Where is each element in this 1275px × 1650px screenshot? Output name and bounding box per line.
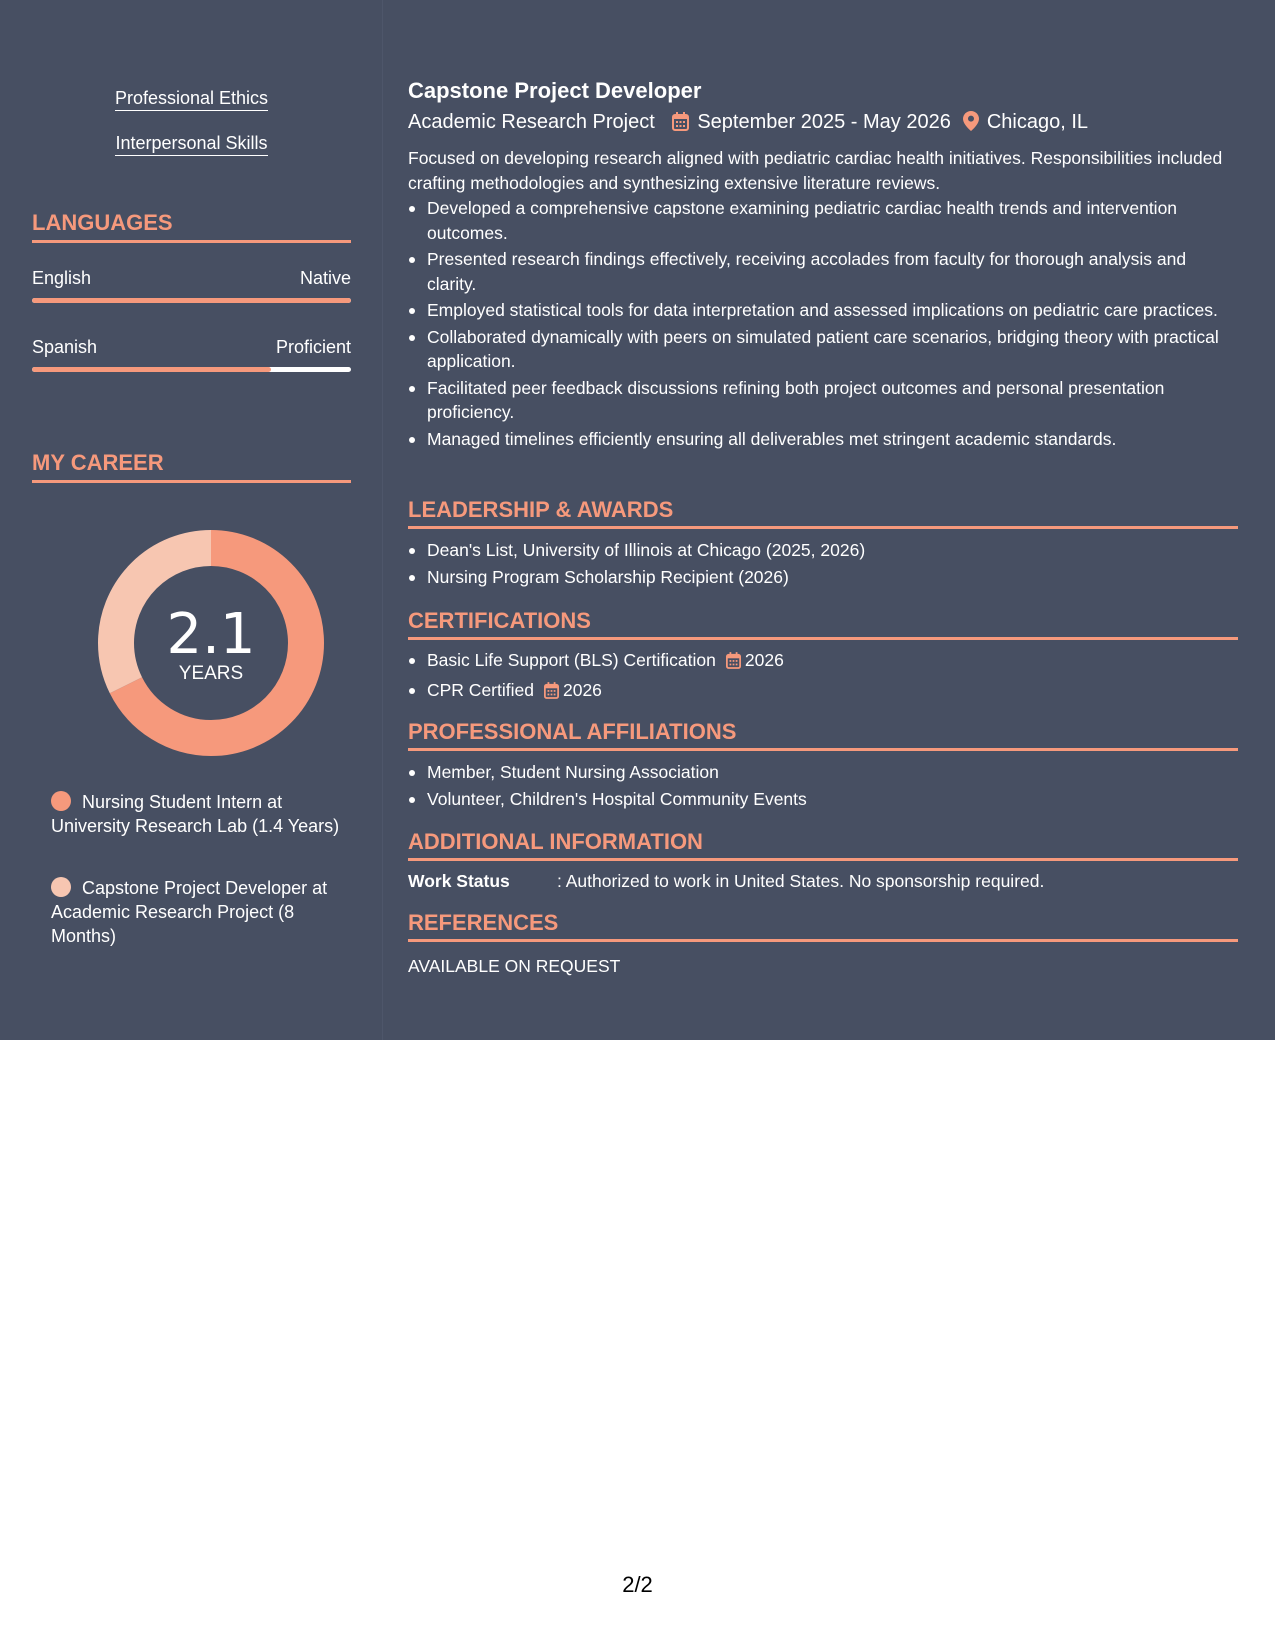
additional-info-heading: ADDITIONAL INFORMATION — [408, 829, 1238, 861]
list-item: Volunteer, Children's Hospital Community Events — [408, 787, 1238, 812]
language-proficiency-bar — [32, 367, 351, 372]
career-donut-chart — [98, 530, 324, 756]
leadership-list — [408, 538, 1238, 591]
legend-dot — [51, 791, 71, 811]
language-proficiency-fill — [32, 367, 271, 372]
list-item: Presented research findings effectively, receiving accolades from faculty for thorough analysis and clarity. — [408, 247, 1238, 296]
career-total-value: 2.1 — [166, 602, 256, 667]
job-meta — [408, 111, 1088, 137]
list-item: CPR Certified 2026 — [408, 678, 1238, 706]
career-legend-item: Nursing Student Intern at University Research Lab (1.4 Years) — [51, 792, 340, 836]
skill-item: Professional Ethics — [32, 88, 351, 111]
work-status-value: : Authorized to work in United States. No sponsorship required. — [557, 871, 1045, 891]
job-dates: September 2025 - May 2026 — [697, 111, 951, 133]
language-proficiency-fill — [32, 298, 351, 303]
certifications-heading: CERTIFICATIONS — [408, 608, 1238, 640]
job-bullet-list — [408, 196, 1238, 453]
job-title: Capstone Project Developer — [408, 78, 702, 103]
work-status-label: Work Status — [408, 871, 510, 891]
language-level: Proficient — [275, 337, 351, 357]
affiliations-list — [408, 760, 1238, 813]
calendar-icon — [544, 681, 559, 706]
leadership-heading: LEADERSHIP & AWARDS — [408, 497, 1238, 529]
skill-item: Interpersonal Skills — [32, 133, 351, 156]
list-item: Managed timelines efficiently ensuring all deliverables met stringent academic standards. — [408, 427, 1238, 452]
list-item: Member, Student Nursing Association — [408, 760, 1238, 785]
column-divider — [382, 0, 383, 1040]
career-heading: MY CAREER — [32, 450, 351, 483]
references-text: AVAILABLE ON REQUEST — [408, 956, 621, 976]
affiliations-heading: PROFESSIONAL AFFILIATIONS — [408, 719, 1238, 751]
list-item: Employed statistical tools for data interpretation and assessed implications on pediatric care practices. — [408, 298, 1238, 323]
list-item: Dean's List, University of Illinois at Chicago (2025, 2026) — [408, 538, 1238, 563]
language-level: Native — [299, 268, 351, 288]
list-item: Basic Life Support (BLS) Certification 2026 — [408, 648, 1238, 676]
job-location: Chicago, IL — [986, 111, 1089, 133]
list-item: Nursing Program Scholarship Recipient (2026) — [408, 565, 1238, 590]
list-item: Facilitated peer feedback discussions refining both project outcomes and personal presentation proficiency. — [408, 376, 1238, 425]
career-total-unit: YEARS — [178, 663, 244, 684]
language-proficiency-bar — [32, 298, 351, 303]
job-summary: Focused on developing research aligned with pediatric cardiac health initiatives. Responsibilities included crafting methodologies and synthesizing extensive literature reviews. — [408, 148, 1223, 193]
language-name: Spanish — [32, 337, 98, 357]
list-item: Collaborated dynamically with peers on simulated patient care scenarios, bridging theory with practical application. — [408, 325, 1238, 374]
list-item: Developed a comprehensive capstone examining pediatric cardiac health trends and intervention outcomes. — [408, 196, 1238, 245]
language-name: English — [32, 268, 92, 288]
calendar-icon — [672, 112, 689, 137]
legend-dot — [51, 877, 71, 897]
page-number: 2/2 — [622, 1572, 653, 1597]
career-legend-item: Capstone Project Developer at Academic Research Project (8 Months) — [51, 878, 328, 946]
languages-heading: LANGUAGES — [32, 210, 351, 243]
map-pin-icon — [963, 111, 979, 137]
references-heading: REFERENCES — [408, 910, 1238, 942]
calendar-icon — [726, 651, 741, 676]
certifications-list — [408, 648, 1238, 707]
job-organization: Academic Research Project — [408, 111, 655, 133]
